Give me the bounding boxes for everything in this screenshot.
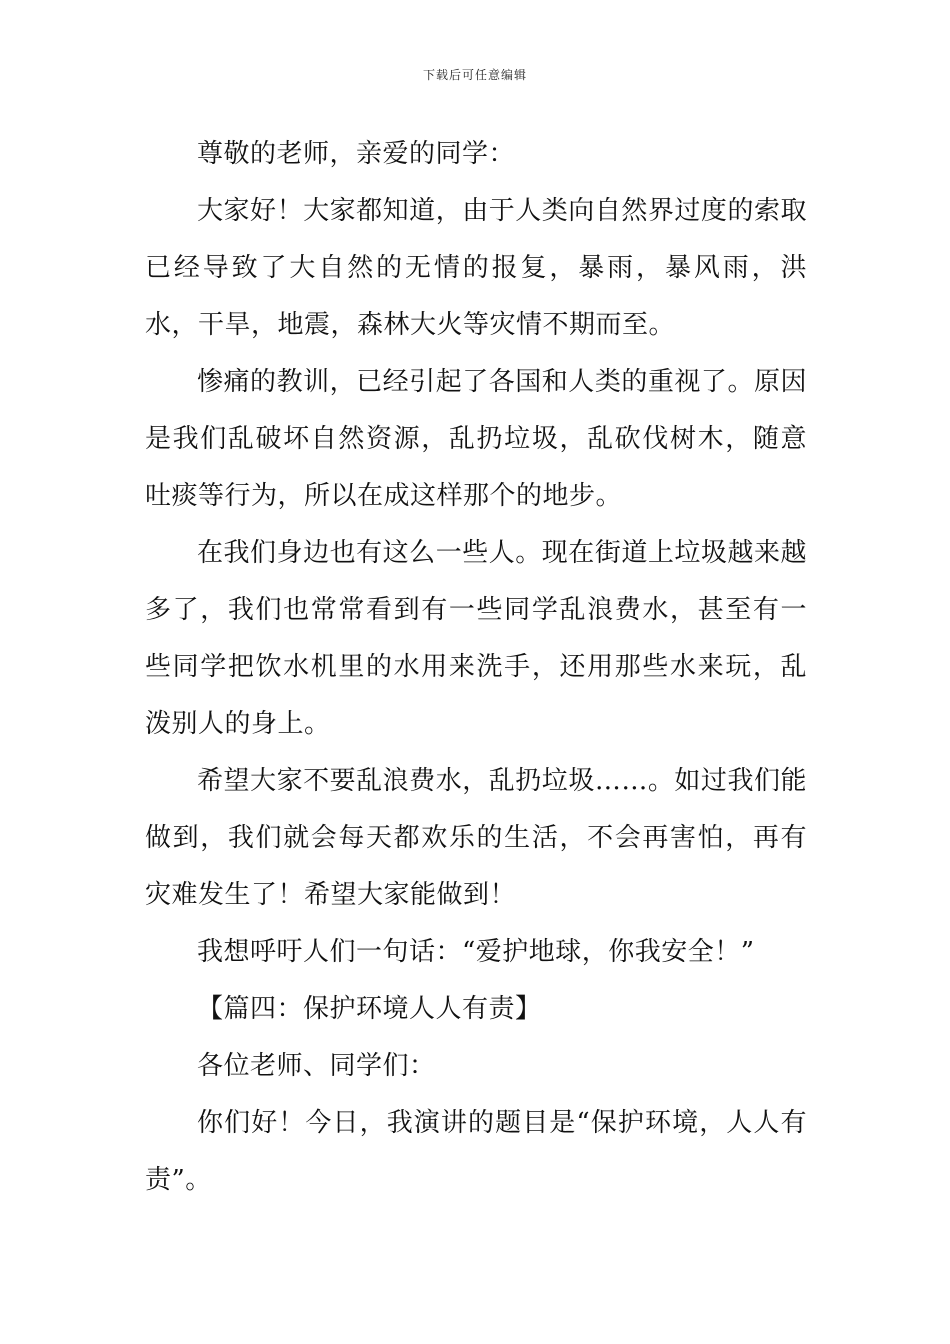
salutation-paragraph: 尊敬的老师，亲爱的同学： [197, 139, 516, 169]
body-paragraph: 希望大家不要乱浪费水，乱扔垃圾……。如过我们能做到，我们就会每天都欢乐的生活，不会再害怕，再有灾难发生了！希望大家能做到！ [145, 766, 807, 910]
body-paragraph: 大家好！大家都知道，由于人类向自然界过度的索取已经导致了大自然的无情的报复，暴雨，暴风雨，洪水，干旱，地震，森林大火等灾情不期而至。 [145, 196, 807, 340]
salutation-paragraph: 各位老师、同学们： [197, 1051, 436, 1081]
slogan-paragraph: 我想呼吁人们一句话：“爱护地球，你我安全！” [197, 937, 755, 967]
body-paragraph: 在我们身边也有这么一些人。现在街道上垃圾越来越多了，我们也常常看到有一些同学乱浪费水，甚至有一些同学把饮水机里的水用来洗手，还用那些水来玩，乱泼别人的身上。 [145, 538, 807, 739]
body-paragraph: 你们好！今日，我演讲的题目是“保护环境，人人有责”。 [145, 1108, 807, 1195]
header-note: 下载后可任意编辑 [422, 68, 527, 82]
body-paragraph: 惨痛的教训，已经引起了各国和人类的重视了。原因是我们乱破坏自然资源，乱扔垃圾，乱砍伐树木，随意吐痰等行为，所以在成这样那个的地步。 [145, 367, 807, 511]
section-heading: 【篇四：保护环境人人有责】 [197, 994, 542, 1024]
document-body [145, 126, 807, 1209]
